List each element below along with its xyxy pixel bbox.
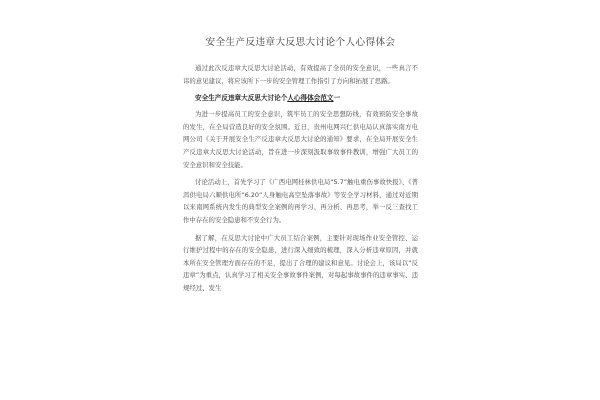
subtitle-suffix: 一 [333, 94, 341, 103]
intro-paragraph: 通过此次反违章大反思大讨论活动，有效提高了全员的安全意识，一些真言不讳的意见建议，将应该所下一步的安全管理工作指引了方向和拓展了思路。 [183, 64, 418, 85]
subtitle-link-text: 人心得体会范文 [287, 94, 334, 103]
document-body [183, 34, 418, 295]
body-paragraph-3: 据了解，在反思大讨论中广大员工结合案例，主要针对现场作业安全管控、运行维护过程中的存在的安全隐患，进行深入细致的梳理，深入分析违章原因，并就本所在安全管理方面存在的不足，提出了合理的建议和意见。讨论会上，该局以“反违章”为重点，认真学习了相关安全事故事件案例，对每起事故事件的违章事实、违规经过、发生 [183, 233, 418, 292]
document-title: 安全生产反违章大反思大讨论个人心得体会 [205, 37, 396, 48]
body-paragraph-2: 讨论活动上，首先学习了《广西电网桂林供电局“5.7”触电重伤事故快报》、《普洱供电局六顺供电所“6.20”人身触电高空坠落事故》等安全学习材料，通过对近期以来南网系统内发生的典型安全案例的再学习、再分析、再思考，举一反三查找工作中存在的安全隐患和不安全行为。 [183, 178, 418, 224]
section-subtitle [183, 92, 418, 104]
body-paragraph-1: 为进一步提高员工的安全意识，筑牢员工的安全思想防线，有效预防安全事故的发生，在全局营造良好的安全氛围。近日，贵州电网兴仁供电局认真落实南方电网公司《关于开展安全生产反违章大反思大讨论的通知》要求，在全局开展安全生产反违章大反思大讨论活动，旨在进一步深刻汲取事故事件教训，增强广大员工的安全意识和安全技能。 [183, 110, 418, 169]
subtitle-prefix: 安全生产反违章大反思大讨论个 [195, 94, 288, 103]
